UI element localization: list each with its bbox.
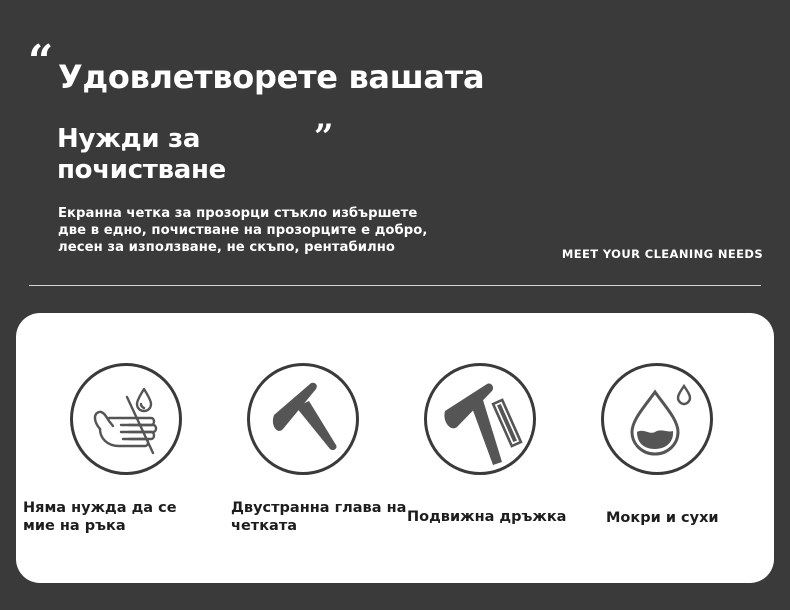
features-card bbox=[16, 313, 774, 583]
handle-icon bbox=[424, 363, 536, 475]
close-quote-mark: ” bbox=[314, 117, 334, 157]
feature-label-wet-dry: Мокри и сухи bbox=[606, 510, 719, 526]
headline-subtitle: Нужди за почистване bbox=[57, 124, 226, 185]
divider bbox=[29, 285, 761, 286]
feature-label-handle: Подвижна дръжка bbox=[407, 509, 567, 525]
open-quote-mark: “ bbox=[28, 36, 54, 87]
headline-title: Удовлетворете вашата bbox=[58, 58, 485, 96]
product-description: Екранна четка за прозорци стъкло избършете две в едно, почистване на прозорците е добро, лесен за използване, не скъпо, рентабилно bbox=[58, 206, 428, 255]
tagline: MEET YOUR CLEANING NEEDS bbox=[561, 247, 763, 261]
squeegee-icon bbox=[247, 363, 359, 475]
water-drop-icon bbox=[601, 363, 713, 475]
no-hand-wash-icon bbox=[70, 363, 182, 475]
feature-label-no-hand-wash: Няма нужда да се мие на ръка bbox=[23, 500, 177, 534]
feature-label-squeegee: Двустранна глава на четката bbox=[231, 500, 407, 534]
